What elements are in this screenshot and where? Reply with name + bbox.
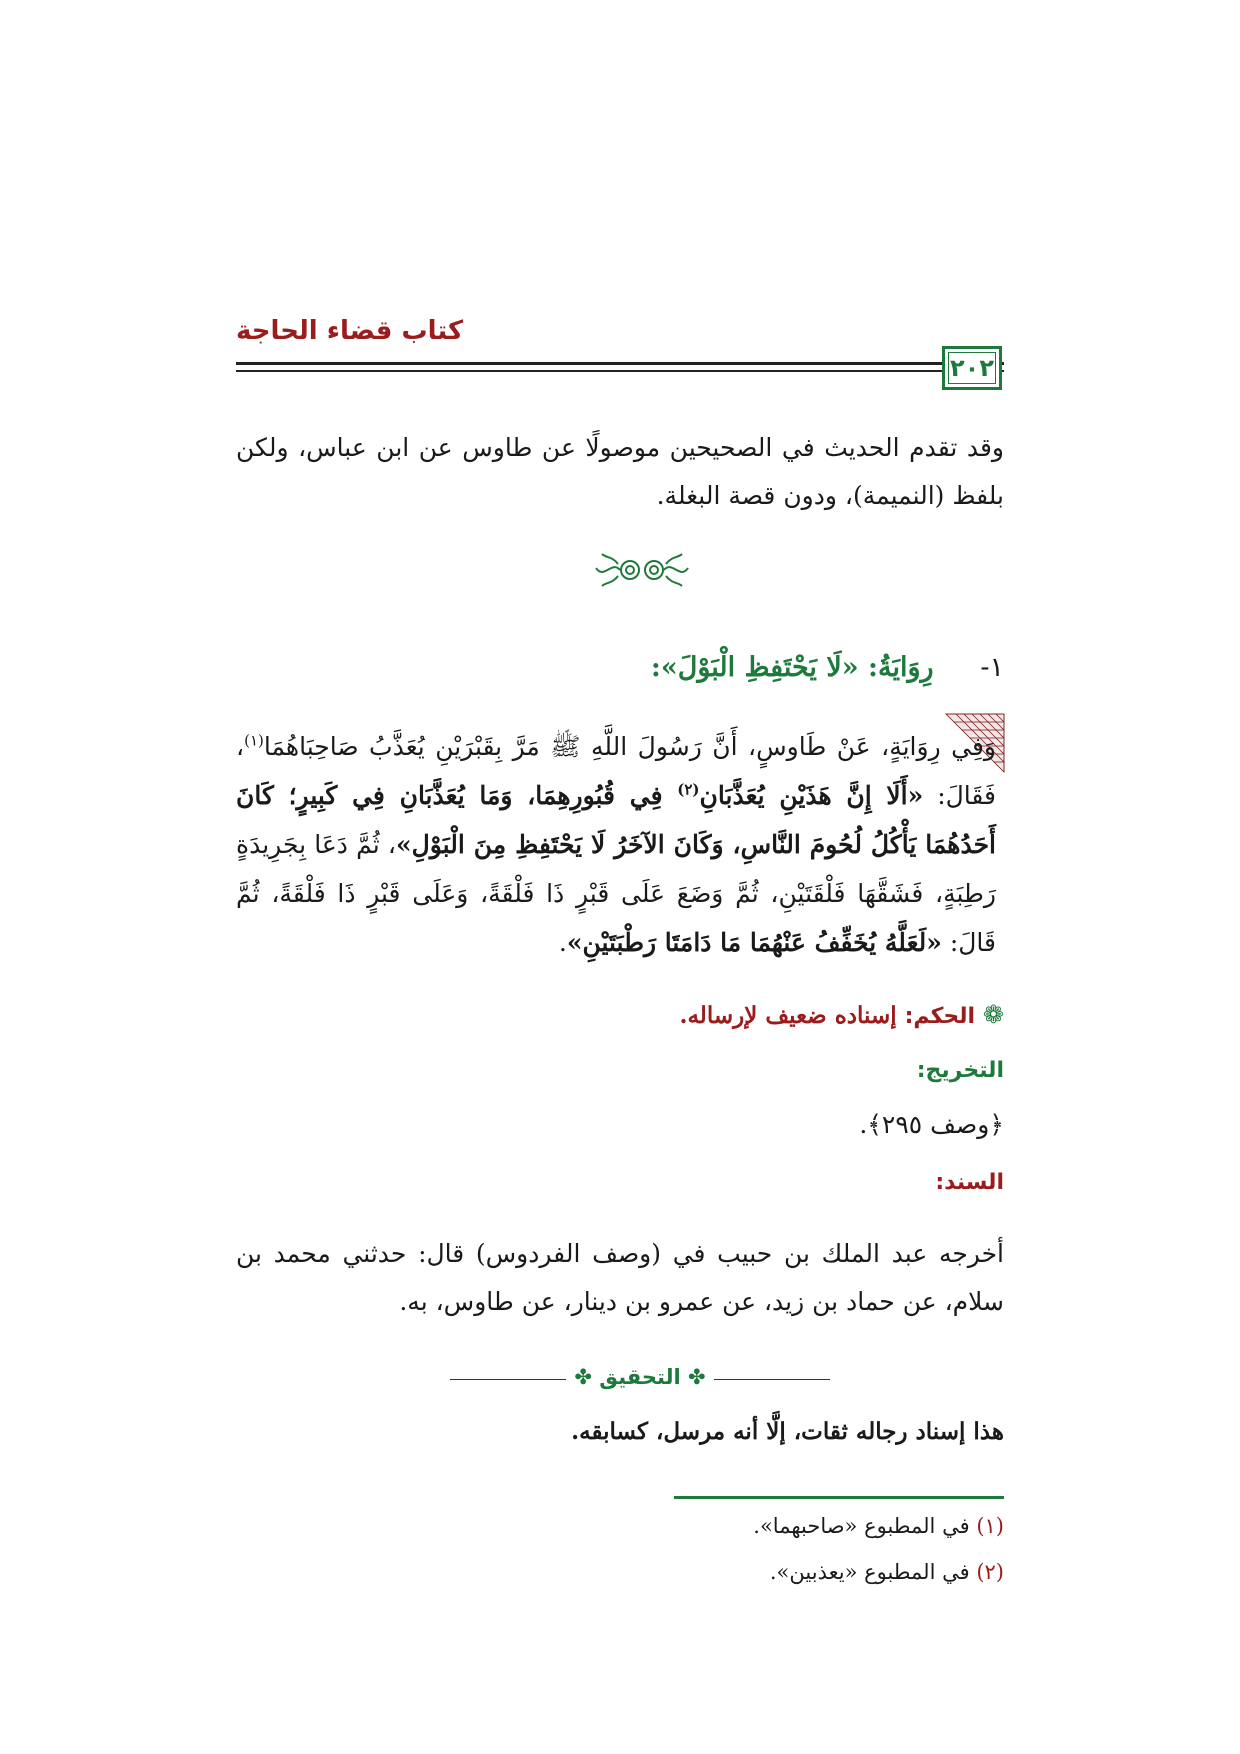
header-rule <box>236 362 1004 376</box>
footnote-ref-1[interactable]: (١) <box>244 731 264 750</box>
page-number: ٢٠٢ <box>950 354 994 382</box>
hadith-part-2: ، فَقَالَ: <box>236 732 997 810</box>
tahqiq-divider <box>450 1365 830 1395</box>
book-title: كتاب قضاء الحاجة <box>236 316 464 346</box>
takhrij-label: التخريج: <box>916 1058 1004 1083</box>
tahqiq-text: هذا إسناد رجاله ثقات، إلَّا أنه مرسل، كسابقه. <box>571 1418 1004 1445</box>
hadith-part-4: . <box>558 928 567 957</box>
tahqiq-label: التحقيق <box>599 1365 681 1389</box>
ruling-line <box>236 1000 1004 1029</box>
footnote-1 <box>236 1514 1004 1538</box>
floral-ornament-icon <box>590 550 694 590</box>
footnote-rule <box>674 1496 1004 1499</box>
hadith-quote-1: «أَلَا إِنَّ هَذَيْنِ يُعَذَّبَانِ <box>699 781 924 810</box>
ruling-text: إسناده ضعيف لإرساله. <box>679 1002 897 1029</box>
footnote-text: في المطبوع «صاحبهما». <box>753 1514 970 1538</box>
sanad-text: أخرجه عبد الملك بن حبيب في (وصف الفردوس) قال: حدثني محمد بن سلام، عن حماد بن زيد، عن عمرو بن دينار، عن طاوس، به. <box>236 1239 1004 1316</box>
section-number: ١- <box>980 652 1004 683</box>
footnote-text: في المطبوع «يعذبين». <box>769 1560 970 1584</box>
footnote-number: (٢) <box>976 1560 1004 1584</box>
page-number-frame <box>942 346 1002 390</box>
hadith-part-3: ، ثُمَّ دَعَا بِجَرِيدَةٍ رَطِبَةٍ، فَشَقَّهَا فَلْقَتَيْنِ، ثُمَّ وَضَعَ عَلَى قَبْرٍ ذَا فَلْقَةً، وَعَلَى قَبْرٍ ذَا فَلْقَةً، ثُمَّ قَالَ: <box>236 830 996 957</box>
hadith-part-1: وَفِي رِوَايَةٍ، عَنْ طَاوسٍ، أَنَّ رَسُولَ اللَّهِ ﷺ مَرَّ بِقَبْرَيْنِ يُعَذَّبُ صَاحِبَاهُمَا <box>263 732 996 761</box>
flower-bullet-icon: ❁ <box>983 1000 1004 1029</box>
section-heading <box>236 652 1004 683</box>
sanad-label: السند: <box>935 1170 1004 1195</box>
hadith-quote-2: فِي قُبُورِهِمَا، وَمَا يُعَذَّبَانِ فِي كَبِيرٍ؛ كَانَ أَحَدُهُمَا يَأْكُلُ لُحُومَ النَّاسِ، وَكَانَ الآخَرُ لَا يَحْتَفِظِ مِنَ الْبَوْلِ» <box>236 781 997 859</box>
section-title: رِوَايَةُ: «لَا يَحْتَفِظِ الْبَوْلَ»: <box>650 652 934 683</box>
divider-ornament-icon: ✤ <box>680 1365 706 1389</box>
footnote-number: (١) <box>976 1514 1004 1538</box>
footnote-ref-2[interactable]: (٢) <box>677 780 700 799</box>
ruling-label: الحكم: <box>904 1004 976 1029</box>
takhrij-text: ﴿وصف ٢٩٥﴾. <box>859 1110 1004 1139</box>
divider-ornament-icon: ✤ <box>574 1365 600 1389</box>
hadith-quote-3: «لَعَلَّهُ يُخَفِّفُ عَنْهُمَا مَا دَامَتَا رَطْبَتَيْنِ» <box>566 928 942 957</box>
footnote-2 <box>236 1560 1004 1584</box>
intro-paragraph: وقد تقدم الحديث في الصحيحين موصولًا عن طاوس عن ابن عباس، ولكن بلفظ (النميمة)، ودون قصة البغلة. <box>236 433 1004 510</box>
hadith-text <box>236 722 996 967</box>
